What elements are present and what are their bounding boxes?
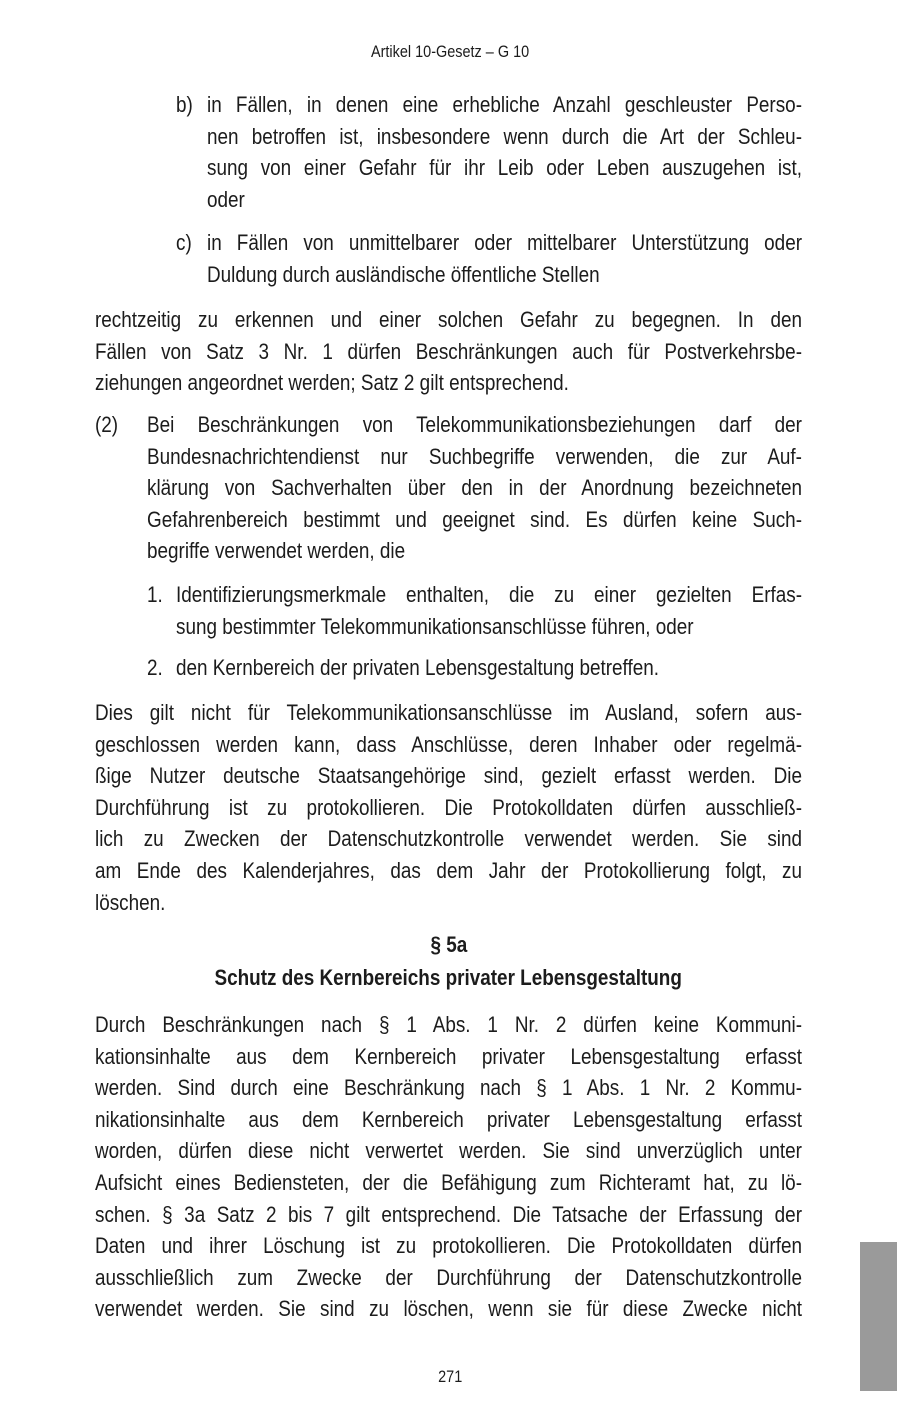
running-header-text: Artikel 10-Gesetz – G 10 [370, 42, 530, 61]
list-label: (2) [95, 412, 119, 437]
page-number [0, 1367, 900, 1387]
list-label: 2. [147, 655, 163, 680]
text-line: Dies gilt nicht für Telekommunikationsanschlüsse im Ausland, sofern aus- [95, 700, 802, 725]
running-header [0, 42, 900, 62]
text-line: rechtzeitig zu erkennen und einer solchen Gefahr zu begegnen. In den [95, 307, 802, 332]
text-lines [95, 1009, 900, 1325]
section-title-text: Schutz des Kernbereichs privater Lebensgestaltung [214, 965, 683, 990]
text-line: ausschließlich zum Zwecke der Durchführung der Datenschutzkontrolle [95, 1264, 802, 1290]
text-line: ßige Nutzer deutsche Staatsangehörige sind, gezielt erfasst werden. Die [95, 763, 802, 789]
text-line: sung bestimmter Telekommunikationsanschlüsse führen, oder [176, 613, 694, 639]
text-line: Bundesnachrichtendienst nur Suchbegriffe verwenden, die zur Auf- [147, 443, 802, 469]
text-lines [176, 579, 900, 642]
text-lines [147, 409, 900, 567]
text-lines [176, 652, 900, 684]
text-line: Duldung durch ausländische öffentliche Stellen [207, 261, 600, 287]
text-line: Durchführung ist zu protokollieren. Die Protokolldaten dürfen ausschließ- [95, 794, 802, 820]
text-line: den Kernbereich der privaten Lebensgestaltung betreffen. [176, 655, 659, 680]
text-line: löschen. [95, 889, 166, 915]
text-line: in Fällen, in denen eine erhebliche Anzahl geschleuster Perso- [207, 92, 802, 117]
list-label: c) [176, 230, 192, 255]
text-lines [207, 227, 900, 290]
text-lines [95, 304, 900, 399]
text-line: Fällen von Satz 3 Nr. 1 dürfen Beschränkungen auch für Postverkehrsbe- [95, 338, 802, 364]
text-line: Durch Beschränkungen nach § 1 Abs. 1 Nr. 2 dürfen keine Kommuni- [95, 1012, 802, 1037]
text-line: Identifizierungsmerkmale enthalten, die zu einer gezielten Erfas- [176, 582, 802, 607]
text-lines [207, 89, 900, 215]
text-line: Daten und ihrer Löschung ist zu protokollieren. Die Protokolldaten dürfen [95, 1233, 802, 1259]
text-line: Gefahrenbereich bestimmt und geeignet sind. Es dürfen keine Such- [147, 506, 802, 532]
list-label: 1. [147, 582, 163, 607]
text-line: lich zu Zwecken der Datenschutzkontrolle verwendet werden. Sie sind [95, 826, 802, 852]
section-number [95, 929, 802, 961]
text-line: nen betroffen ist, insbesondere wenn durch die Art der Schleu- [207, 123, 802, 149]
text-line: klärung von Sachverhalten über den in der Anordnung bezeichneten [147, 475, 802, 501]
text-line: ziehungen angeordnet werden; Satz 2 gilt entsprechend. [95, 370, 569, 396]
text-line: worden, dürfen diese nicht verwertet werden. Sie sind unverzüglich unter [95, 1138, 802, 1164]
text-line: sung von einer Gefahr für ihr Leib oder Leben auszugehen ist, [207, 155, 802, 181]
text-line: geschlossen werden kann, dass Anschlüsse, deren Inhaber oder regelmä- [95, 731, 802, 757]
thumb-index-tab [860, 1242, 897, 1391]
text-line: in Fällen von unmittelbarer oder mittelbarer Unterstützung oder [207, 230, 802, 255]
text-line: Aufsicht eines Bediensteten, der die Befähigung zum Richteramt hat, zu lö- [95, 1169, 802, 1195]
text-line: kationsinhalte aus dem Kernbereich privater Lebensgestaltung erfasst [95, 1043, 802, 1069]
text-line: schen. § 3a Satz 2 bis 7 gilt entsprechend. Die Tatsache der Erfassung der [95, 1201, 802, 1227]
text-line: werden. Sind durch eine Beschränkung nach § 1 Abs. 1 Nr. 2 Kommu- [95, 1075, 802, 1101]
text-line: am Ende des Kalenderjahres, das dem Jahr der Protokollierung folgt, zu [95, 857, 802, 883]
page-number-text: 271 [437, 1367, 463, 1386]
text-lines [95, 697, 900, 918]
section-title [95, 962, 802, 994]
text-line: begriffe verwendet werden, die [147, 538, 406, 564]
list-label: b) [176, 92, 193, 117]
text-line: oder [207, 186, 245, 212]
text-line: nikationsinhalte aus dem Kernbereich privater Lebensgestaltung erfasst [95, 1106, 802, 1132]
section-number-text: § 5a [430, 932, 467, 957]
text-line: verwendet werden. Sie sind zu löschen, wenn sie für diese Zwecke nicht [95, 1296, 802, 1322]
text-line: Bei Beschränkungen von Telekommunikationsbeziehungen darf der [147, 412, 802, 437]
